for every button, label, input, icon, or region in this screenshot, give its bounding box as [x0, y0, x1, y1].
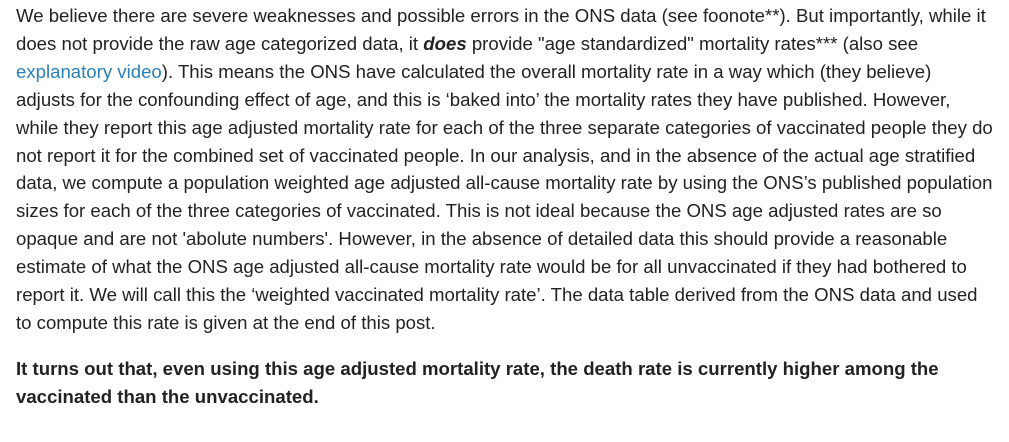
emphasized-word: does — [423, 32, 467, 54]
article-body — [16, 2, 994, 411]
paragraph-text: provide "age standardized" mortality rates*** (also see — [466, 32, 919, 54]
body-paragraph — [16, 2, 994, 337]
paragraph-text: ). This means the ONS have calculated the overall mortality rate in a way which (they believe) adjusts for the confounding effect of age, and this is ‘baked into’ the mortality rates they have published. However, while they report this age adjusted mortality rate for each of the three separate categories of vaccinated people they do not report it for the combined set of vaccinated people. In our analysis, and in the absence of the actual age stratified data, we compute a population weighted age adjusted all-cause mortality rate by using the ONS’s published population sizes for each of the three categories of vaccinated. This is not ideal because the ONS age adjusted rates are so opaque and are not 'abolute numbers'. However, in the absence of detailed data this should provide a reasonable estimate of what the ONS age adjusted all-cause mortality rate would be for all unvaccinated if they had bothered to report it. We will call this the ‘weighted vaccinated mortality rate’. The data table derived from the ONS data and used to compute this rate is given at the end of this post. — [16, 60, 993, 333]
explanatory-video-link[interactable]: explanatory video — [16, 60, 162, 82]
paragraph-text: We believe there are severe weaknesses and possible errors in the ONS data (see foonote**). But importantly, while it does not provide the raw age categorized data, it — [16, 5, 986, 54]
conclusion-paragraph: It turns out that, even using this age adjusted mortality rate, the death rate is currently higher among the vaccinated than the unvaccinated. — [16, 357, 939, 407]
